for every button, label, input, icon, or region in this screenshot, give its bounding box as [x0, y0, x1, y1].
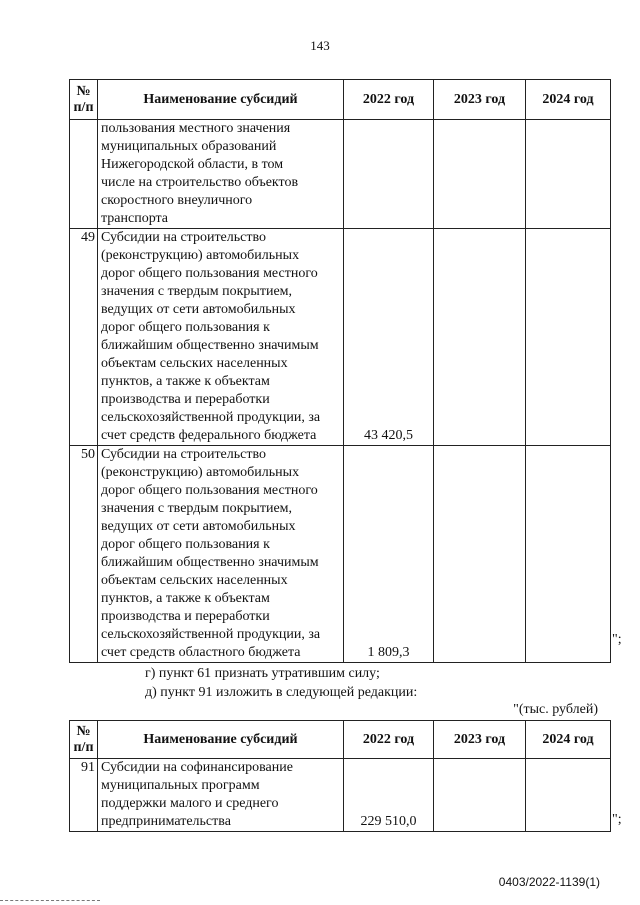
bottom-rule	[0, 900, 100, 901]
header-2023: 2023 год	[434, 80, 526, 120]
table-row	[70, 229, 611, 446]
closing-quote: ";	[612, 632, 622, 647]
row-value-2024	[526, 229, 611, 446]
row-value-2024	[526, 759, 611, 832]
document-code: 0403/2022-1139(1)	[498, 875, 600, 889]
units-label: "(тыс. рублей)	[513, 702, 598, 717]
row-subsidy-name: пользования местного значения муниципальных образований Нижегородской области, в том числе на строительство объектов скоростного внеуличного транспорта	[98, 120, 344, 229]
table-row	[70, 759, 611, 832]
table-row	[70, 120, 611, 229]
row-subsidy-name: Субсидии на строительство (реконструкцию) автомобильных дорог общего пользования местного значения с твердым покрытием, ведущих от сети автомобильных дорог общего пользования к ближайшим общественно значимым объектам сельских населенных пунктов, а также к объектам производства и переработки сельскохозяйственной продукции, за счет средств областного бюджета	[98, 446, 344, 663]
header-number: № п/п	[70, 80, 98, 120]
header-2023: 2023 год	[434, 721, 526, 759]
header-number: № п/п	[70, 721, 98, 759]
row-number: 50	[70, 446, 98, 663]
row-value-2022	[344, 120, 434, 229]
row-number: 49	[70, 229, 98, 446]
row-value-2022: 43 420,5	[344, 229, 434, 446]
row-value-2023	[434, 229, 526, 446]
row-number: 91	[70, 759, 98, 832]
table-row	[70, 446, 611, 663]
row-value-2023	[434, 446, 526, 663]
table-header-row	[70, 721, 611, 759]
row-value-2022: 229 510,0	[344, 759, 434, 832]
header-subsidy-name: Наименование субсидий	[98, 80, 344, 120]
subsidies-table-new	[69, 720, 611, 832]
row-subsidy-name: Субсидии на софинансирование муниципальных программ поддержки малого и среднего предпринимательства	[98, 759, 344, 832]
header-2024: 2024 год	[526, 721, 611, 759]
page-number: 143	[310, 38, 330, 53]
row-number	[70, 120, 98, 229]
row-value-2023	[434, 120, 526, 229]
header-subsidy-name: Наименование субсидий	[98, 721, 344, 759]
row-value-2022: 1 809,3	[344, 446, 434, 663]
subsidies-table-continued	[69, 79, 611, 663]
header-2022: 2022 год	[344, 80, 434, 120]
row-value-2024	[526, 120, 611, 229]
row-value-2023	[434, 759, 526, 832]
table-header-row	[70, 80, 611, 120]
row-value-2024	[526, 446, 611, 663]
amendment-item-g: г) пункт 61 признать утратившим силу;	[145, 666, 380, 681]
header-2024: 2024 год	[526, 80, 611, 120]
closing-quote: ";	[612, 812, 622, 827]
amendment-item-d: д) пункт 91 изложить в следующей редакции:	[145, 685, 418, 700]
header-2022: 2022 год	[344, 721, 434, 759]
row-subsidy-name: Субсидии на строительство (реконструкцию) автомобильных дорог общего пользования местного значения с твердым покрытием, ведущих от сети автомобильных дорог общего пользования к ближайшим общественно значимым объектам сельских населенных пунктов, а также к объектам производства и переработки сельскохозяйственной продукции, за счет средств федерального бюджета	[98, 229, 344, 446]
